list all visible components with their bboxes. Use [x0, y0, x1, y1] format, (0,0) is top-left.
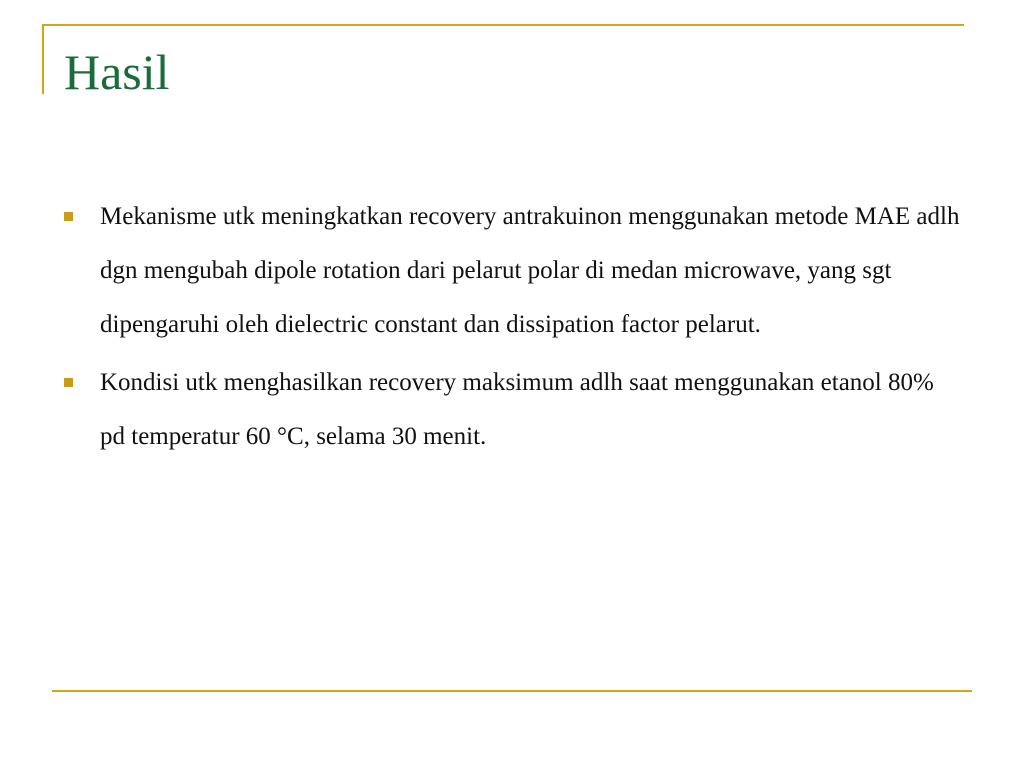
- slide-title: Hasil: [64, 44, 170, 100]
- square-bullet-icon: [64, 378, 73, 387]
- left-border-line: [42, 24, 44, 94]
- bullet-item: [62, 356, 962, 464]
- bullet-list: [62, 190, 962, 468]
- square-bullet-icon: [64, 212, 73, 221]
- bottom-border-line: [52, 690, 972, 692]
- bullet-text: Kondisi utk menghasilkan recovery maksimum adlh saat menggunakan etanol 80% pd temperatur 60 °C, selama 30 menit.: [100, 369, 934, 450]
- top-border-line: [42, 24, 964, 26]
- bullet-item: [62, 190, 962, 352]
- bullet-text: Mekanisme utk meningkatkan recovery antrakuinon menggunakan metode MAE adlh dgn mengubah dipole rotation dari pelarut polar di medan microwave, yang sgt dipengaruhi oleh dielectric constant dan dissipation factor pelarut.: [100, 203, 960, 338]
